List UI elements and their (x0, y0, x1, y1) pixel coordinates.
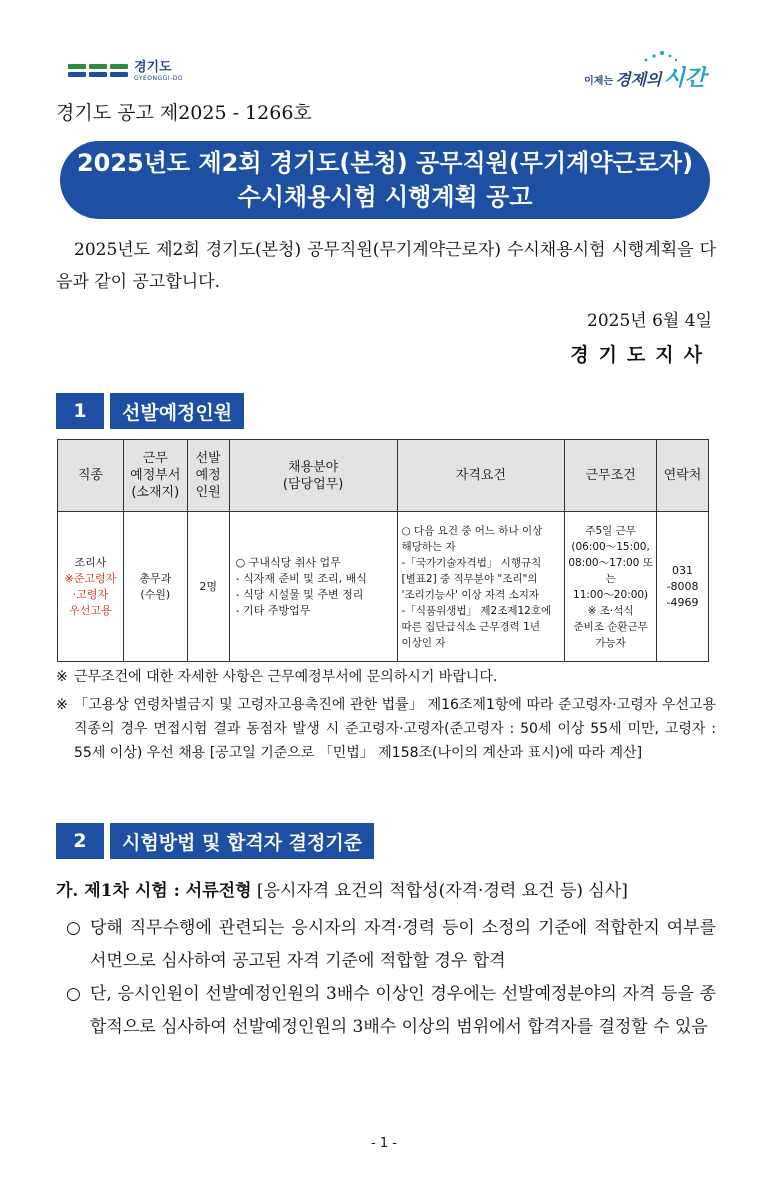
header-field: 채용분야 (담당업무) (229, 440, 397, 512)
bullet-text: 단, 응시인원이 선발예정인원의 3배수 이상인 경우에는 선발예정분야의 자격 등을 종합적으로 심사하여 선발예정인원의 3배수 이상의 범위에서 합격자를 결정할 수 있음 (90, 984, 716, 1037)
notice-date: 2025년 6월 4일 (587, 311, 712, 331)
bullet-mark: ○ (66, 984, 81, 1004)
note-text: 근무조건에 대한 자세한 사항은 근무예정부서에 문의하시기 바랍니다. (74, 669, 498, 685)
slogan-big: 시간 (663, 66, 706, 91)
header-qualification: 자격요건 (397, 440, 565, 512)
cell-dept: 총무과 (수원) (123, 512, 187, 662)
section-2-title: 시험방법 및 합격자 결정기준 (110, 823, 374, 859)
header-condition: 근무조건 (565, 440, 657, 512)
subsection-heading-bold: 가. 제1차 시험 : 서류전형 (56, 881, 252, 901)
subsection-heading (56, 876, 628, 901)
cell-count: 2명 (187, 512, 229, 662)
notice-number: 경기도 공고 제2025 - 1266호 (56, 102, 312, 124)
bullet-item (66, 978, 716, 1044)
cell-contact: 031 -8008 -4969 (657, 512, 709, 662)
note-text: 「고용상 연령차별금지 및 고령자고용촉진에 관한 법률」 제16조제1항에 따라 준고령자·고령자 우선고용직종의 경우 면접시험 결과 동점자 발생 시 준고령자·고령자(준고령자 : 50세 이상 55세 미만, 고령자 : 55세 이상) 우선 채용 [공고일 기준으로 「민법」 제158조(나이의 계산과 표시)에 따라 계산] (74, 697, 716, 761)
section-1-number: 1 (56, 393, 104, 429)
cell-job: 조리사 ※준고령자 ·고령자 우선고용 (58, 512, 124, 662)
slogan-mid: 경제의 (615, 70, 662, 89)
note-mark: ※ (56, 697, 68, 713)
section-2-header (56, 823, 374, 859)
page-number: - 1 - (371, 1136, 397, 1151)
table-header-row (58, 440, 709, 512)
header-job: 직종 (58, 440, 124, 512)
cell-qualification: ○ 다음 요건 중 어느 하나 이상 해당하는 자 -「국가기술자격법」 시행규칙 [별표2] 중 직무분야 "조리"의 '조리기능사' 이상 자격 소지자 -「식품위생법」 제2조제12호에 따른 집단급식소 근무경력 1년 이상인 자 (397, 512, 565, 662)
header-count: 선발 예정 인원 (187, 440, 229, 512)
cell-field: ○ 구내식당 취사 업무 - 식자재 준비 및 조리, 배식 - 식당 시설물 및 주변 정리 - 기타 주방업무 (229, 512, 397, 662)
header-contact: 연락처 (657, 440, 709, 512)
signature: 경기도지사 (570, 344, 712, 366)
table-row (58, 512, 709, 662)
bullet-text: 당해 직무수행에 관련되는 응시자의 자격·경력 등이 소정의 기준에 적합한지 여부를 서면으로 심사하여 공고된 자격 기준에 적합할 경우 합격 (90, 918, 716, 971)
subsection-heading-rest: [응시자격 요건의 적합성(자격·경력 요건 등) 심사] (251, 881, 628, 901)
intro-paragraph: 2025년도 제2회 경기도(본청) 공무직원(무기계약근로자) 수시채용시험 시행계획을 다음과 같이 공고합니다. (56, 240, 716, 292)
note-item (56, 665, 716, 689)
document-title (60, 141, 710, 219)
note-mark: ※ (56, 669, 68, 685)
cell-condition: 주5일 근무 (06:00～15:00, 08:00～17:00 또는 11:00～20:00) ※ 조·석식 준비조 순환근무 가능자 (565, 512, 657, 662)
title-line-1: 2025년도 제2회 경기도(본청) 공무직원(무기계약근로자) (76, 149, 694, 177)
gyeonggi-logo-mark (68, 62, 128, 80)
section-1-header (56, 393, 244, 429)
recruitment-table (57, 439, 709, 662)
section-2-number: 2 (56, 823, 104, 859)
section-1-title: 선발예정인원 (110, 393, 244, 429)
logo-text-en: GYEONGGI-DO (134, 74, 184, 82)
logo-text-ko: 경기도 (134, 59, 172, 75)
title-line-2: 수시채용시험 시행계획 공고 (237, 183, 533, 211)
slogan-logo (584, 50, 706, 90)
slogan-small: 이제는 (584, 76, 614, 87)
section-1-notes (56, 665, 716, 769)
gyeonggi-logo (68, 56, 183, 86)
header-dept: 근무 예정부서 (소재지) (123, 440, 187, 512)
note-item (56, 693, 716, 765)
bullet-item (66, 912, 716, 978)
sparkle-icon (640, 50, 680, 64)
bullet-mark: ○ (66, 918, 81, 938)
